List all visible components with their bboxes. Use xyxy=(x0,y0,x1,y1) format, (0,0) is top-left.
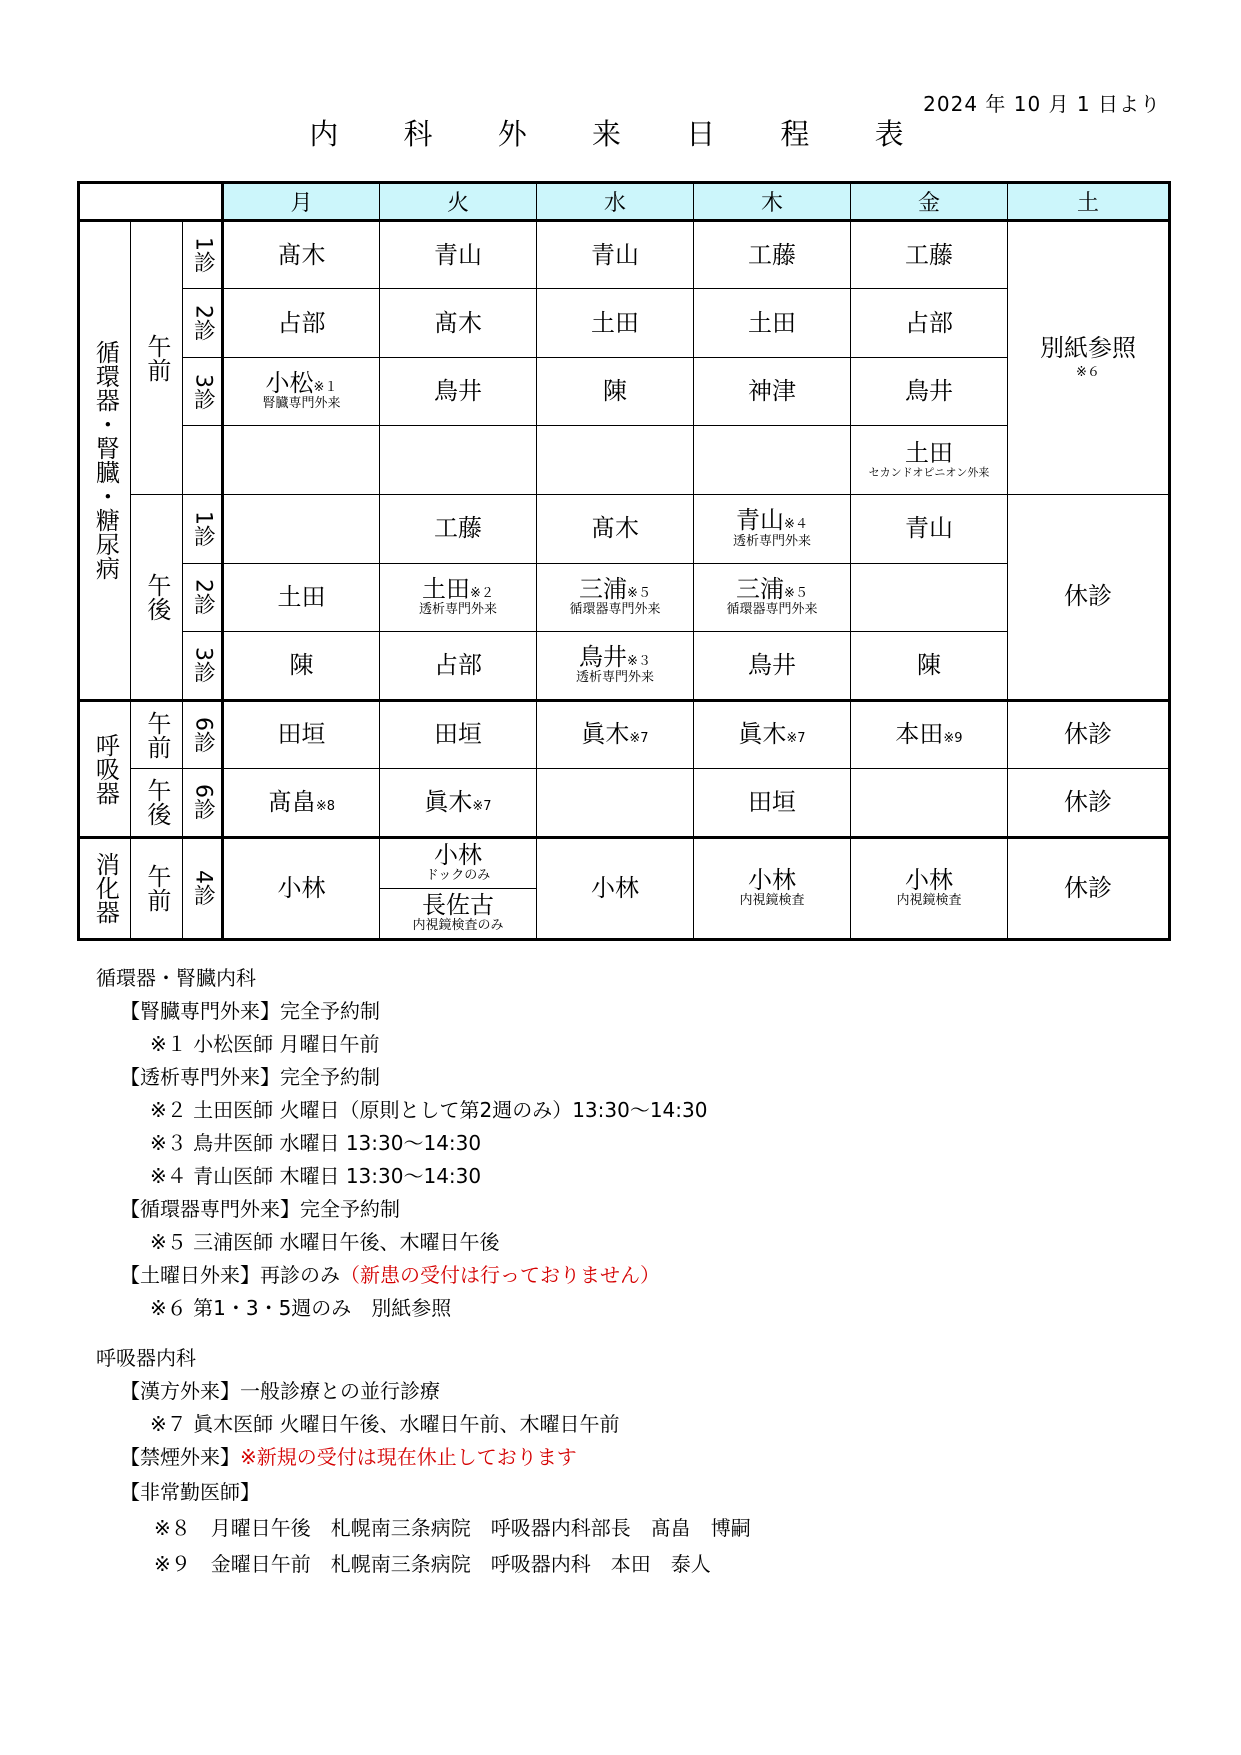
note-part-time: 【非常勤医師】 xyxy=(120,1480,260,1504)
cell-cardio-am-2-thu: 土田 xyxy=(694,289,851,358)
cell-resp-am-thu: 眞木※7 xyxy=(694,700,851,769)
cell-gastro-mon: 小林 xyxy=(223,837,380,939)
cell-cardio-pm-2-wed: 三浦※５ 循環器専門外来 xyxy=(537,563,694,632)
day-header-fri: 金 xyxy=(851,183,1008,221)
cell-cardio-pm-2-mon: 土田 xyxy=(223,563,380,632)
slot-3: 3診 xyxy=(183,632,223,701)
cell-cardio-am-1-wed: 青山 xyxy=(537,220,694,289)
cell-cardio-am-1-mon: 髙木 xyxy=(223,220,380,289)
cell-resp-pm-fri xyxy=(851,769,1008,838)
note-1: ※１ 小松医師 月曜日午前 xyxy=(150,1032,380,1056)
cell-gastro-tue-bottom: 長佐古 内視鏡検査のみ xyxy=(380,888,537,939)
cell-cardio-pm-3-wed: 鳥井※３ 透析専門外来 xyxy=(537,632,694,701)
cell-cardio-pm-1-fri: 青山 xyxy=(851,494,1008,563)
cell-cardio-pm-1-thu: 青山※４ 透析専門外来 xyxy=(694,494,851,563)
cell-cardio-am-3-mon: 小松※１ 腎臓専門外来 xyxy=(223,357,380,426)
note-smoking-warning: ※新規の受付は現在休止しております xyxy=(240,1445,577,1469)
period-label: 午後 xyxy=(142,572,171,621)
cell-resp-pm-tue: 眞木※7 xyxy=(380,769,537,838)
cell-resp-pm-thu: 田垣 xyxy=(694,769,851,838)
slot-4: 4診 xyxy=(183,837,223,939)
cell-cardio-am-3-tue: 鳥井 xyxy=(380,357,537,426)
period-gastro-am: 午前 xyxy=(131,837,183,939)
day-header-sat: 土 xyxy=(1008,183,1170,221)
schedule-table xyxy=(77,181,1171,941)
cell-cardio-am-2-tue: 髙木 xyxy=(380,289,537,358)
cell-gastro-thu: 小林 内視鏡検査 xyxy=(694,837,851,939)
cell-gastro-sat: 休診 xyxy=(1008,837,1170,939)
cell-cardio-am-sat: 別紙参照 ※６ xyxy=(1008,220,1170,494)
cell-cardio-pm-1-mon xyxy=(223,494,380,563)
day-header-wed: 水 xyxy=(537,183,694,221)
cell-cardio-am-4-mon xyxy=(223,426,380,495)
note-saturday-label: 【土曜日外来】再診のみ xyxy=(120,1263,340,1287)
day-header-thu: 木 xyxy=(694,183,851,221)
slot-6: 6診 xyxy=(183,700,223,769)
section-gastro xyxy=(79,837,131,939)
notes-resp-heading: 呼吸器内科 xyxy=(96,1346,196,1370)
section-cardio-label: 循環器・腎臓・糖尿病 xyxy=(91,340,120,581)
cell-cardio-am-4-tue xyxy=(380,426,537,495)
cell-resp-pm-wed xyxy=(537,769,694,838)
note-9: ※９ 金曜日午前 札幌南三条病院 呼吸器内科 本田 泰人 xyxy=(154,1552,711,1576)
page-title: 内 科 外 来 日 程 表 xyxy=(309,117,932,151)
cell-cardio-pm-2-thu: 三浦※５ 循環器専門外来 xyxy=(694,563,851,632)
note-4: ※４ 青山医師 木曜日 13:30～14:30 xyxy=(150,1164,482,1188)
slot-3: 3診 xyxy=(183,357,223,426)
note-7: ※７ 眞木医師 火曜日午後、水曜日午前、木曜日午前 xyxy=(150,1412,620,1436)
cell-cardio-am-1-fri: 工藤 xyxy=(851,220,1008,289)
slot-2: 2診 xyxy=(183,563,223,632)
cell-cardio-pm-3-fri: 陳 xyxy=(851,632,1008,701)
day-header-mon: 月 xyxy=(223,183,380,221)
note-kidney-clinic: 【腎臓専門外来】完全予約制 xyxy=(120,999,380,1023)
note-2: ※２ 土田医師 火曜日（原則として第2週のみ）13:30～14:30 xyxy=(150,1098,708,1122)
cell-cardio-pm-sat: 休診 xyxy=(1008,494,1170,700)
cell-cardio-am-1-thu: 工藤 xyxy=(694,220,851,289)
cell-cardio-pm-1-tue: 工藤 xyxy=(380,494,537,563)
day-header-tue: 火 xyxy=(380,183,537,221)
effective-date: 2024 年 10 月 1 日より xyxy=(923,92,1161,116)
note-smoking-clinic xyxy=(120,1441,577,1470)
cell-gastro-fri: 小林 内視鏡検査 xyxy=(851,837,1008,939)
cell-cardio-am-2-wed: 土田 xyxy=(537,289,694,358)
cell-cardio-am-3-thu: 神津 xyxy=(694,357,851,426)
note-smoking-label: 【禁煙外来】 xyxy=(120,1445,240,1469)
section-gastro-label: 消化器 xyxy=(91,852,120,925)
cell-cardio-am-3-wed: 陳 xyxy=(537,357,694,426)
cell-resp-am-wed: 眞木※7 xyxy=(537,700,694,769)
cell-resp-am-mon: 田垣 xyxy=(223,700,380,769)
cell-cardio-pm-3-tue: 占部 xyxy=(380,632,537,701)
period-cardio-am xyxy=(131,220,183,494)
cell-resp-am-sat: 休診 xyxy=(1008,700,1170,769)
cell-cardio-am-2-mon: 占部 xyxy=(223,289,380,358)
cell-cardio-pm-2-tue: 土田※２ 透析専門外来 xyxy=(380,563,537,632)
slot-blank xyxy=(183,426,223,495)
note-5: ※５ 三浦医師 水曜日午後、木曜日午後 xyxy=(150,1230,500,1254)
note-circulatory-clinic: 【循環器専門外来】完全予約制 xyxy=(120,1197,400,1221)
cell-gastro-tue-top: 小林 ドックのみ xyxy=(380,837,537,888)
note-dialysis-clinic: 【透析専門外来】完全予約制 xyxy=(120,1065,380,1089)
section-cardio xyxy=(79,220,131,700)
period-resp-am: 午前 xyxy=(131,700,183,769)
cell-resp-pm-mon: 髙畠※8 xyxy=(223,769,380,838)
cell-resp-am-tue: 田垣 xyxy=(380,700,537,769)
slot-1: 1診 xyxy=(183,494,223,563)
cell-cardio-pm-3-thu: 鳥井 xyxy=(694,632,851,701)
note-3: ※３ 鳥井医師 水曜日 13:30～14:30 xyxy=(150,1131,482,1155)
section-resp-label: 呼吸器 xyxy=(91,732,120,805)
cell-cardio-am-4-wed xyxy=(537,426,694,495)
cell-cardio-am-2-fri: 占部 xyxy=(851,289,1008,358)
note-saturday-clinic xyxy=(120,1259,660,1288)
period-cardio-pm xyxy=(131,494,183,700)
cell-cardio-am-3-fri: 鳥井 xyxy=(851,357,1008,426)
cell-cardio-am-4-thu xyxy=(694,426,851,495)
slot-6: 6診 xyxy=(183,769,223,838)
period-label: 午前 xyxy=(142,333,171,382)
cell-cardio-am-1-tue: 青山 xyxy=(380,220,537,289)
note-6: ※６ 第1・3・5週のみ 別紙参照 xyxy=(150,1296,452,1320)
section-resp xyxy=(79,700,131,837)
slot-1: 1診 xyxy=(183,220,223,289)
header-corner xyxy=(79,183,223,221)
note-saturday-warning: （新患の受付は行っておりません） xyxy=(340,1263,660,1287)
cell-resp-am-fri: 本田※9 xyxy=(851,700,1008,769)
period-resp-pm: 午後 xyxy=(131,769,183,838)
cell-cardio-pm-1-wed: 髙木 xyxy=(537,494,694,563)
slot-2: 2診 xyxy=(183,289,223,358)
cell-gastro-wed: 小林 xyxy=(537,837,694,939)
cell-cardio-am-4-fri: 土田 セカンドオピニオン外来 xyxy=(851,426,1008,495)
note-kampo-clinic: 【漢方外来】一般診療との並行診療 xyxy=(120,1379,440,1403)
notes-cardio-heading: 循環器・腎臓内科 xyxy=(96,966,256,990)
cell-cardio-pm-2-fri xyxy=(851,563,1008,632)
cell-resp-pm-sat: 休診 xyxy=(1008,769,1170,838)
cell-cardio-pm-3-mon: 陳 xyxy=(223,632,380,701)
note-8: ※８ 月曜日午後 札幌南三条病院 呼吸器内科部長 髙畠 博嗣 xyxy=(154,1516,751,1540)
